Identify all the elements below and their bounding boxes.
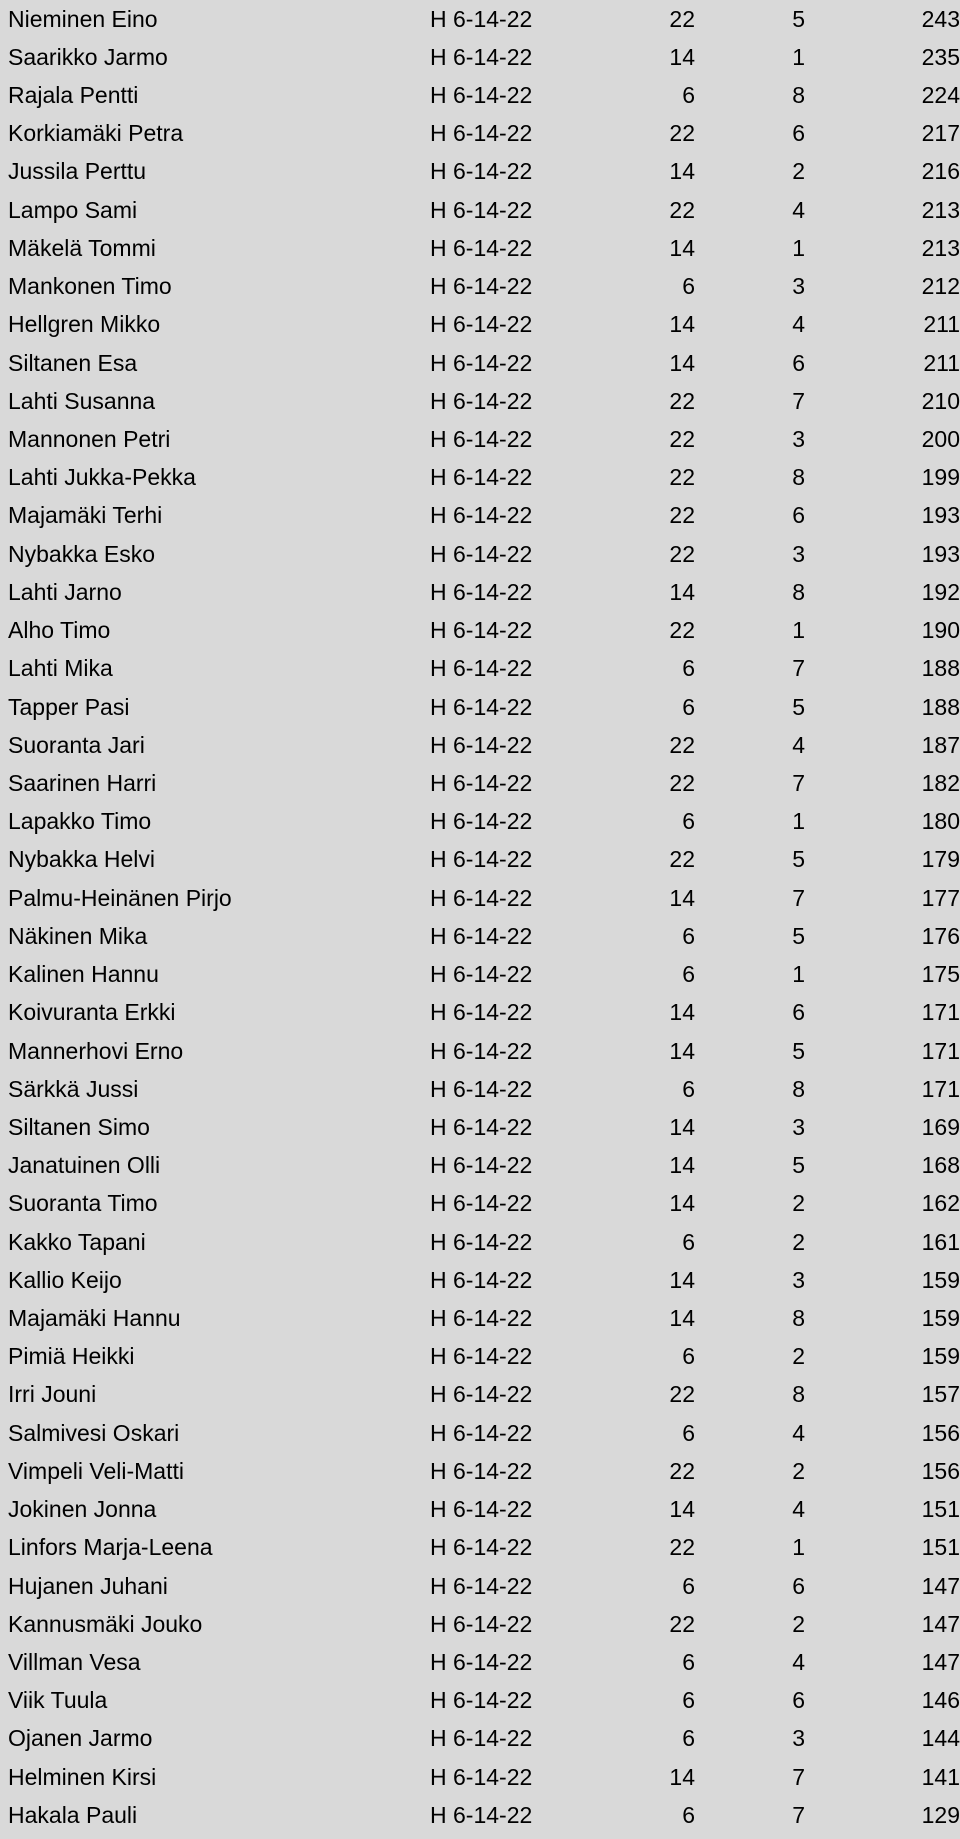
table-row [0,1223,960,1261]
competitor-name-cell: Nybakka Helvi [8,846,155,873]
class-cell: H 6-14-22 [430,1763,533,1790]
table-row [0,76,960,114]
table-row [0,1185,960,1223]
points-cell: 151 [921,1496,960,1523]
series-b-cell: 5 [792,5,805,32]
series-b-cell: 8 [792,1381,805,1408]
table-row [0,955,960,993]
table-row [0,38,960,76]
table-row [0,1452,960,1490]
competitor-name-cell: Salmivesi Oskari [8,1419,180,1446]
class-cell: H 6-14-22 [430,1419,533,1446]
competitor-name-cell: Palmu-Heinänen Pirjo [8,884,232,911]
series-b-cell: 1 [792,43,805,70]
table-row [0,229,960,267]
series-b-cell: 7 [792,1763,805,1790]
class-cell: H 6-14-22 [430,1266,533,1293]
competitor-name-cell: Tapper Pasi [8,693,130,720]
series-b-cell: 3 [792,1725,805,1752]
competitor-name-cell: Kannusmäki Jouko [8,1610,203,1637]
competitor-name-cell: Majamäki Terhi [8,502,163,529]
competitor-name-cell: Kalinen Hannu [8,961,159,988]
class-cell: H 6-14-22 [430,387,533,414]
class-cell: H 6-14-22 [430,1152,533,1179]
table-row [0,497,960,535]
points-cell: 182 [921,769,960,796]
series-b-cell: 7 [792,655,805,682]
series-a-cell: 6 [682,1687,695,1714]
points-cell: 147 [921,1572,960,1599]
table-row [0,1299,960,1337]
class-cell: H 6-14-22 [430,999,533,1026]
competitor-name-cell: Särkkä Jussi [8,1075,139,1102]
table-row [0,1261,960,1299]
competitor-name-cell: Saarinen Harri [8,769,157,796]
series-a-cell: 22 [669,426,695,453]
series-a-cell: 22 [669,1534,695,1561]
table-row [0,1414,960,1452]
class-cell: H 6-14-22 [430,5,533,32]
table-row [0,420,960,458]
competitor-name-cell: Hujanen Juhani [8,1572,168,1599]
series-b-cell: 1 [792,234,805,261]
class-cell: H 6-14-22 [430,1572,533,1599]
class-cell: H 6-14-22 [430,731,533,758]
points-cell: 171 [921,1075,960,1102]
series-a-cell: 22 [669,5,695,32]
series-b-cell: 3 [792,1113,805,1140]
class-cell: H 6-14-22 [430,808,533,835]
table-row [0,1376,960,1414]
series-a-cell: 14 [669,884,695,911]
competitor-name-cell: Janatuinen Olli [8,1152,161,1179]
competitor-name-cell: Lahti Susanna [8,387,156,414]
series-b-cell: 3 [792,426,805,453]
points-cell: 156 [921,1419,960,1446]
class-cell: H 6-14-22 [430,961,533,988]
series-a-cell: 6 [682,1572,695,1599]
points-cell: 190 [921,617,960,644]
competitor-name-cell: Vimpeli Veli-Matti [8,1457,184,1484]
series-a-cell: 22 [669,1381,695,1408]
series-b-cell: 5 [792,1037,805,1064]
class-cell: H 6-14-22 [430,655,533,682]
series-a-cell: 14 [669,234,695,261]
class-cell: H 6-14-22 [430,273,533,300]
series-a-cell: 22 [669,617,695,644]
table-row [0,535,960,573]
table-row [0,764,960,802]
series-b-cell: 7 [792,1801,805,1828]
competitor-name-cell: Lahti Mika [8,655,113,682]
series-a-cell: 22 [669,846,695,873]
series-b-cell: 6 [792,120,805,147]
competitor-name-cell: Alho Timo [8,617,111,644]
series-a-cell: 6 [682,273,695,300]
competitor-name-cell: Linfors Marja-Leena [8,1534,213,1561]
series-b-cell: 6 [792,1687,805,1714]
series-a-cell: 14 [669,1190,695,1217]
competitor-name-cell: Majamäki Hannu [8,1305,181,1332]
series-b-cell: 1 [792,617,805,644]
series-b-cell: 1 [792,961,805,988]
series-a-cell: 22 [669,120,695,147]
points-cell: 210 [921,387,960,414]
series-a-cell: 22 [669,1610,695,1637]
series-b-cell: 2 [792,1228,805,1255]
competitor-name-cell: Mannonen Petri [8,426,171,453]
table-row [0,0,960,38]
series-a-cell: 14 [669,578,695,605]
series-b-cell: 3 [792,1266,805,1293]
class-cell: H 6-14-22 [430,1190,533,1217]
series-b-cell: 2 [792,1610,805,1637]
table-row [0,1491,960,1529]
competitor-name-cell: Näkinen Mika [8,922,148,949]
series-a-cell: 14 [669,1037,695,1064]
class-cell: H 6-14-22 [430,82,533,109]
table-row [0,573,960,611]
series-a-cell: 14 [669,1113,695,1140]
series-b-cell: 4 [792,731,805,758]
series-b-cell: 8 [792,464,805,491]
points-cell: 188 [921,693,960,720]
class-cell: H 6-14-22 [430,1037,533,1064]
points-cell: 146 [921,1687,960,1714]
series-a-cell: 14 [669,158,695,185]
table-row [0,382,960,420]
points-cell: 156 [921,1457,960,1484]
series-a-cell: 6 [682,1725,695,1752]
competitor-name-cell: Jussila Perttu [8,158,147,185]
table-row [0,1720,960,1758]
points-cell: 192 [921,578,960,605]
series-a-cell: 14 [669,1496,695,1523]
table-row [0,1567,960,1605]
points-cell: 169 [921,1113,960,1140]
series-a-cell: 22 [669,387,695,414]
competitor-name-cell: Kakko Tapani [8,1228,146,1255]
competitor-name-cell: Mannerhovi Erno [8,1037,184,1064]
class-cell: H 6-14-22 [430,158,533,185]
series-b-cell: 8 [792,1305,805,1332]
class-cell: H 6-14-22 [430,578,533,605]
series-a-cell: 6 [682,1343,695,1370]
series-a-cell: 6 [682,82,695,109]
points-cell: 147 [921,1649,960,1676]
class-cell: H 6-14-22 [430,1075,533,1102]
series-b-cell: 4 [792,311,805,338]
points-cell: 129 [921,1801,960,1828]
competitor-name-cell: Siltanen Esa [8,349,138,376]
table-row [0,1147,960,1185]
points-cell: 213 [921,196,960,223]
series-b-cell: 5 [792,693,805,720]
points-cell: 171 [921,1037,960,1064]
series-a-cell: 14 [669,311,695,338]
series-b-cell: 6 [792,502,805,529]
points-cell: 235 [921,43,960,70]
series-b-cell: 6 [792,349,805,376]
class-cell: H 6-14-22 [430,43,533,70]
series-b-cell: 2 [792,158,805,185]
points-cell: 211 [923,349,960,376]
class-cell: H 6-14-22 [430,1534,533,1561]
points-cell: 141 [921,1763,960,1790]
competitor-name-cell: Viik Tuula [8,1687,108,1714]
competitor-name-cell: Hellgren Mikko [8,311,161,338]
series-b-cell: 8 [792,82,805,109]
series-a-cell: 22 [669,1457,695,1484]
table-row [0,1605,960,1643]
table-row [0,1108,960,1146]
table-row [0,1682,960,1720]
class-cell: H 6-14-22 [430,426,533,453]
series-a-cell: 22 [669,731,695,758]
class-cell: H 6-14-22 [430,922,533,949]
class-cell: H 6-14-22 [430,617,533,644]
series-a-cell: 22 [669,502,695,529]
points-cell: 162 [921,1190,960,1217]
series-a-cell: 6 [682,1801,695,1828]
series-b-cell: 6 [792,1572,805,1599]
series-a-cell: 6 [682,1419,695,1446]
series-a-cell: 6 [682,655,695,682]
competitor-name-cell: Suoranta Jari [8,731,145,758]
series-a-cell: 22 [669,464,695,491]
competitor-name-cell: Kallio Keijo [8,1266,122,1293]
points-cell: 161 [921,1228,960,1255]
class-cell: H 6-14-22 [430,234,533,261]
table-row [0,115,960,153]
table-row [0,1070,960,1108]
points-cell: 243 [921,5,960,32]
table-row [0,153,960,191]
points-cell: 159 [921,1266,960,1293]
competitor-name-cell: Pimiä Heikki [8,1343,135,1370]
series-a-cell: 22 [669,196,695,223]
series-a-cell: 6 [682,1649,695,1676]
series-a-cell: 14 [669,349,695,376]
series-b-cell: 4 [792,196,805,223]
points-cell: 151 [921,1534,960,1561]
points-cell: 200 [921,426,960,453]
series-b-cell: 7 [792,884,805,911]
competitor-name-cell: Lampo Sami [8,196,138,223]
series-b-cell: 1 [792,1534,805,1561]
class-cell: H 6-14-22 [430,1801,533,1828]
class-cell: H 6-14-22 [430,1496,533,1523]
class-cell: H 6-14-22 [430,1343,533,1370]
series-b-cell: 4 [792,1649,805,1676]
points-cell: 213 [921,234,960,261]
series-a-cell: 22 [669,540,695,567]
table-row [0,1529,960,1567]
class-cell: H 6-14-22 [430,1725,533,1752]
series-b-cell: 2 [792,1190,805,1217]
table-row [0,1338,960,1376]
competitor-name-cell: Irri Jouni [8,1381,97,1408]
points-cell: 177 [921,884,960,911]
class-cell: H 6-14-22 [430,464,533,491]
series-a-cell: 6 [682,1075,695,1102]
points-cell: 180 [921,808,960,835]
series-a-cell: 6 [682,922,695,949]
table-row [0,268,960,306]
series-a-cell: 14 [669,1152,695,1179]
table-row [0,688,960,726]
points-cell: 187 [921,731,960,758]
table-row [0,726,960,764]
series-a-cell: 14 [669,1763,695,1790]
table-row [0,191,960,229]
series-a-cell: 22 [669,769,695,796]
competitor-name-cell: Nieminen Eino [8,5,158,32]
table-row [0,1758,960,1796]
points-cell: 168 [921,1152,960,1179]
table-row [0,917,960,955]
class-cell: H 6-14-22 [430,1381,533,1408]
series-a-cell: 14 [669,999,695,1026]
table-row [0,459,960,497]
points-cell: 193 [921,540,960,567]
class-cell: H 6-14-22 [430,693,533,720]
class-cell: H 6-14-22 [430,846,533,873]
points-cell: 157 [921,1381,960,1408]
competitor-name-cell: Siltanen Simo [8,1113,150,1140]
series-b-cell: 8 [792,578,805,605]
points-cell: 188 [921,655,960,682]
class-cell: H 6-14-22 [430,1687,533,1714]
class-cell: H 6-14-22 [430,120,533,147]
competitor-name-cell: Lapakko Timo [8,808,152,835]
table-row [0,803,960,841]
series-b-cell: 8 [792,1075,805,1102]
class-cell: H 6-14-22 [430,769,533,796]
class-cell: H 6-14-22 [430,884,533,911]
series-a-cell: 6 [682,693,695,720]
table-row [0,650,960,688]
series-a-cell: 14 [669,1266,695,1293]
class-cell: H 6-14-22 [430,1113,533,1140]
points-cell: 199 [921,464,960,491]
points-cell: 144 [921,1725,960,1752]
class-cell: H 6-14-22 [430,1649,533,1676]
series-b-cell: 5 [792,846,805,873]
table-row [0,1643,960,1681]
series-a-cell: 6 [682,1228,695,1255]
points-cell: 212 [921,273,960,300]
competitor-name-cell: Mäkelä Tommi [8,234,156,261]
points-cell: 193 [921,502,960,529]
competitor-name-cell: Suoranta Timo [8,1190,158,1217]
series-b-cell: 4 [792,1419,805,1446]
points-cell: 211 [923,311,960,338]
class-cell: H 6-14-22 [430,502,533,529]
points-cell: 176 [921,922,960,949]
class-cell: H 6-14-22 [430,1457,533,1484]
points-cell: 179 [921,846,960,873]
table-row [0,306,960,344]
class-cell: H 6-14-22 [430,1305,533,1332]
competitor-name-cell: Helminen Kirsi [8,1763,157,1790]
series-a-cell: 6 [682,808,695,835]
table-row [0,994,960,1032]
series-b-cell: 7 [792,387,805,414]
table-row [0,1796,960,1834]
table-row [0,344,960,382]
class-cell: H 6-14-22 [430,1610,533,1637]
series-b-cell: 4 [792,1496,805,1523]
points-cell: 147 [921,1610,960,1637]
series-b-cell: 2 [792,1457,805,1484]
points-cell: 175 [921,961,960,988]
class-cell: H 6-14-22 [430,196,533,223]
points-cell: 159 [921,1343,960,1370]
series-b-cell: 5 [792,1152,805,1179]
series-a-cell: 6 [682,961,695,988]
table-row [0,879,960,917]
series-b-cell: 5 [792,922,805,949]
series-b-cell: 2 [792,1343,805,1370]
competitor-name-cell: Mankonen Timo [8,273,172,300]
table-row [0,1032,960,1070]
competitor-name-cell: Hakala Pauli [8,1801,138,1828]
series-b-cell: 3 [792,540,805,567]
series-b-cell: 7 [792,769,805,796]
competitor-name-cell: Jokinen Jonna [8,1496,157,1523]
series-b-cell: 3 [792,273,805,300]
competitor-name-cell: Korkiamäki Petra [8,120,184,147]
series-b-cell: 6 [792,999,805,1026]
class-cell: H 6-14-22 [430,1228,533,1255]
class-cell: H 6-14-22 [430,540,533,567]
table-row [0,612,960,650]
series-a-cell: 14 [669,43,695,70]
table-row [0,841,960,879]
points-cell: 159 [921,1305,960,1332]
class-cell: H 6-14-22 [430,311,533,338]
competitor-name-cell: Lahti Jukka-Pekka [8,464,196,491]
points-cell: 217 [921,120,960,147]
competitor-name-cell: Koivuranta Erkki [8,999,176,1026]
competitor-name-cell: Villman Vesa [8,1649,141,1676]
points-cell: 171 [921,999,960,1026]
series-a-cell: 14 [669,1305,695,1332]
series-b-cell: 1 [792,808,805,835]
competitor-name-cell: Lahti Jarno [8,578,122,605]
points-cell: 216 [921,158,960,185]
class-cell: H 6-14-22 [430,349,533,376]
points-cell: 224 [921,82,960,109]
competitor-name-cell: Nybakka Esko [8,540,156,567]
competitor-name-cell: Ojanen Jarmo [8,1725,153,1752]
competitor-name-cell: Saarikko Jarmo [8,43,168,70]
competitor-name-cell: Rajala Pentti [8,82,139,109]
